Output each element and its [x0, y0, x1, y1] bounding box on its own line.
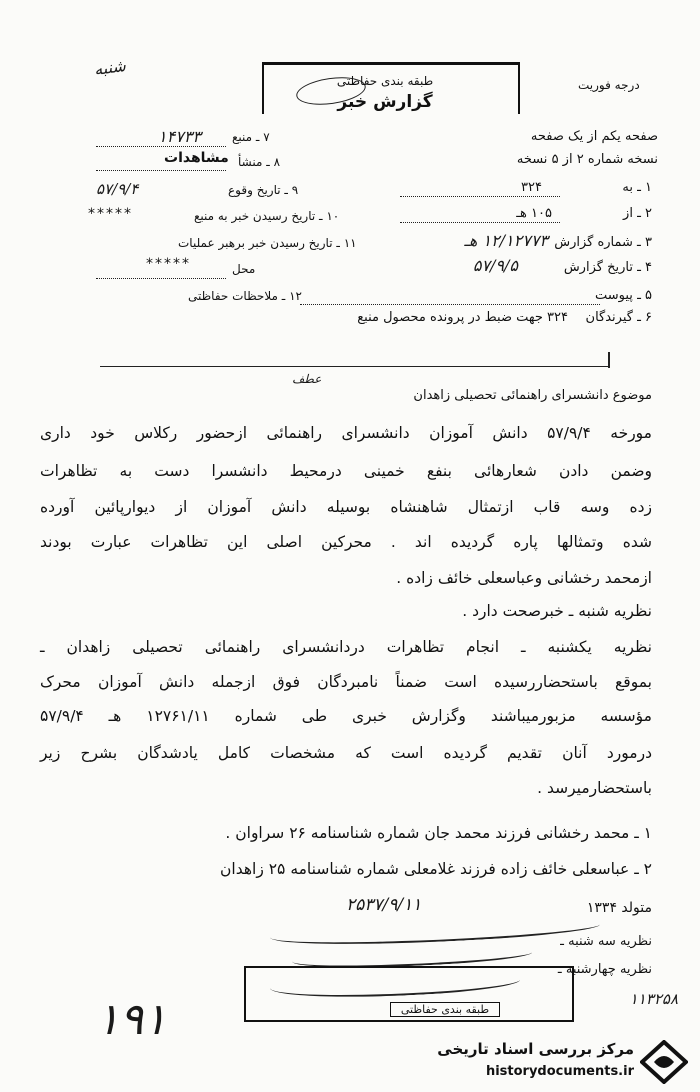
- watermark-url: historydocuments.ir: [485, 1064, 634, 1079]
- field-receipt-date-label: ۱۰ ـ تاریخ رسیدن خبر به منبع: [194, 209, 340, 223]
- handwritten-note-top: شنبه: [92, 55, 127, 80]
- field-security-notes-label: ۱۲ ـ ملاحظات حفاظتی: [188, 289, 302, 303]
- body-line-8: بموقع باستحضاررسیده است ضمناً نامبردگان فوق ازجمله دانش آموزان محرک: [40, 673, 652, 691]
- report-title: گزارش خبر: [337, 92, 433, 112]
- opinion-saturday: نظریه شنبه ـ خبرصحت دارد .: [462, 602, 652, 620]
- field-source-value: ۱۴۷۳۳: [158, 127, 201, 146]
- field-event-date-label: ۹ ـ تاریخ وقوع: [228, 183, 299, 197]
- header-divider: [100, 366, 610, 367]
- page-count: صفحه یکم از یک صفحه: [530, 129, 658, 144]
- field-event-date-value: ۵۷/۹/۴: [96, 180, 139, 198]
- archive-logo-icon: [640, 1040, 688, 1084]
- body-line-11: باستحضارمیرسد .: [537, 779, 652, 797]
- watermark-name: مرکز بررسی اسناد تاریخی: [437, 1040, 634, 1058]
- field-recipients-value: ۳۲۴ جهت ضبط در پرونده محصول منبع: [357, 310, 568, 325]
- field-report-number-value: ۱۲/۱۲۷۷۳ هـ: [464, 231, 548, 250]
- field-report-number-label: ۳ ـ شماره گزارش: [554, 235, 652, 250]
- field-origin-label: ۸ ـ منشأ: [238, 155, 281, 169]
- field-origin-value: مشاهدات: [164, 150, 229, 166]
- field-to-value: ۳۲۴: [521, 180, 542, 195]
- body-line-2: وضمن دادن شعارهائی بنفع خمینی درمحیط دانشسرا دست به تظاهرات: [40, 462, 652, 480]
- dob-label: متولد ۱۳۳۴: [586, 900, 652, 916]
- copy-number: نسخه شماره ۲ از ۵ نسخه: [516, 152, 658, 167]
- field-report-date-value: ۵۷/۹/۵: [472, 256, 518, 275]
- body-line-4: شده وتمثالها پاره گردیده اند . محرکین اصلی این تظاهرات عبارت بودند: [40, 533, 652, 551]
- subject-line: موضوع دانشسرای راهنمائی تحصیلی زاهدان: [413, 388, 652, 403]
- body-line-3: زده وسه قاب ازتمثال شاهنشاه بوسیله دانش آموزان از دیوارپائین آورده: [40, 498, 652, 516]
- person-2: ۲ ـ عباسعلی خائف زاده فرزند غلامعلی شماره شناسنامه ۲۵ زاهدان: [220, 860, 652, 878]
- body-line-7: نظریه یکشنبه ـ انجام تظاهرات دردانشسرای راهنمائی تحصیلی زاهدان ـ: [40, 638, 652, 656]
- field-attachment-label: ۵ ـ پیوست: [595, 288, 652, 303]
- field-ops-receipt-value: *****: [146, 256, 191, 272]
- rule-source: [96, 146, 226, 147]
- body-line-1: مورخه ۵۷/۹/۴ دانش آموزان دانشسرای راهنمائی ازحضور رکلاس خود داری: [40, 424, 652, 442]
- body-line-9: مؤسسه مزبورمیباشند وگزارش خبری طی شماره ۱۲۷۶۱/۱۱ هـ ۵۷/۹/۴: [40, 707, 652, 725]
- rule-attachment: [300, 304, 600, 305]
- field-from-value: ۱۰۵ هـ: [516, 206, 552, 221]
- field-report-date-label: ۴ ـ تاریخ گزارش: [563, 260, 652, 275]
- priority-label: درجه فوریت: [578, 78, 640, 92]
- person-1: ۱ ـ محمد رخشانی فرزند محمد جان شماره شناسنامه ۲۶ سراوان .: [225, 824, 652, 842]
- field-to-label: ۱ ـ به: [622, 180, 652, 195]
- field-source-label: ۷ ـ منبع: [232, 130, 270, 144]
- body-line-5: ازمحمد رخشانی وعباسعلی خائف زاده .: [396, 569, 652, 587]
- field-place-label: محل: [232, 262, 256, 276]
- rule-from: [400, 222, 560, 223]
- rule-to: [400, 196, 560, 197]
- handwritten-code: ۱۱۳۲۵۸: [629, 990, 678, 1008]
- page-number: ۱۹۱: [96, 994, 167, 1045]
- rule-origin: [96, 170, 226, 171]
- opinion-wednesday-label: نظریه چهارشنبه ـ: [557, 962, 652, 977]
- opinion-tuesday-label: نظریه سه شنبه ـ: [560, 934, 652, 949]
- field-ops-receipt-label: ۱۱ ـ تاریخ رسیدن خبر برهبر عملیات: [178, 236, 357, 250]
- header-tick-right: [608, 352, 610, 368]
- subject-annotation: عطف: [292, 372, 322, 386]
- field-from-label: ۲ ـ از: [623, 206, 652, 221]
- handwritten-scribble-1: [270, 911, 601, 950]
- stamp-caption: طبقه بندی حفاظتی: [390, 1002, 500, 1017]
- rule-place: [96, 278, 226, 279]
- body-line-10: درمورد آنان تقدیم گردیده است که مشخصات کامل یادشدگان بشرح زیر: [40, 744, 652, 762]
- field-recipients-label: ۶ ـ گیرندگان: [585, 310, 652, 325]
- dob-handwritten: ۲۵۳۷/۹/۱۱: [346, 895, 422, 915]
- classification-label: طبقه بندی حفاظتی: [336, 74, 434, 88]
- field-receipt-date-value: *****: [88, 206, 133, 222]
